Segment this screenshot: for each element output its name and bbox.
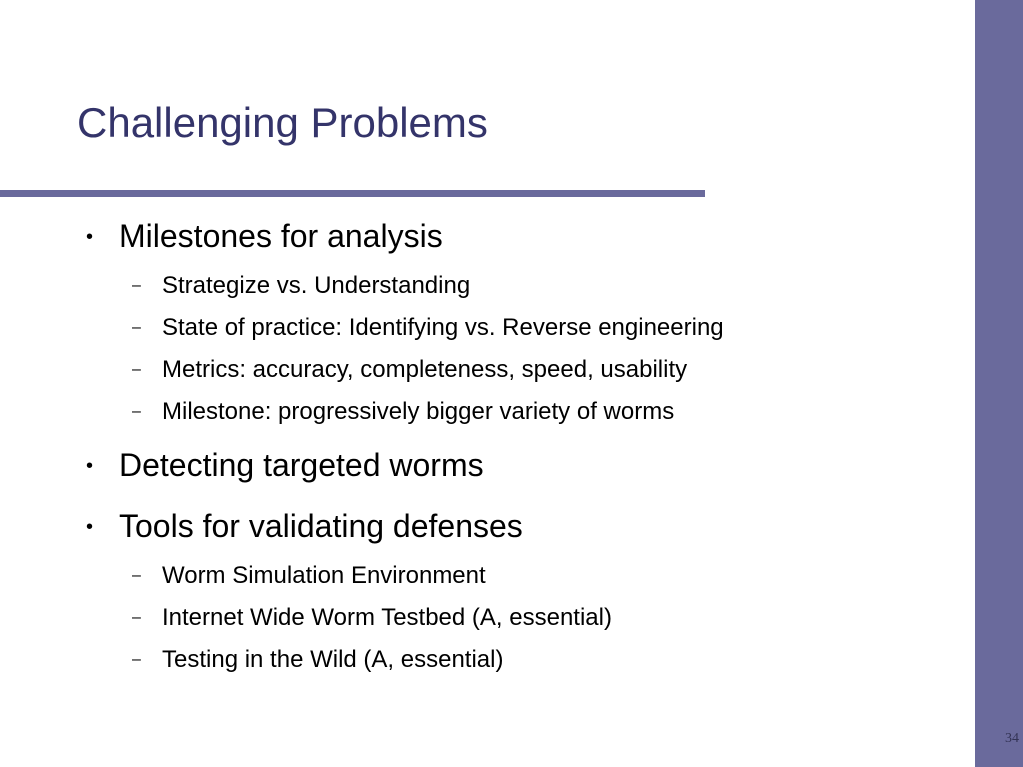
bullet-item	[86, 449, 484, 481]
sub-bullet-marker: –	[132, 651, 141, 668]
sub-bullet-item	[132, 400, 674, 424]
sub-bullet-marker: –	[132, 319, 141, 336]
bullet-text: Tools for validating defenses	[119, 508, 523, 544]
page-number: 34	[1005, 731, 1019, 746]
sub-bullet-item	[132, 564, 486, 588]
sub-bullet-text: Worm Simulation Environment	[162, 562, 486, 589]
sub-bullet-item	[132, 606, 612, 630]
sub-bullet-item	[132, 274, 470, 298]
sub-bullet-item	[132, 358, 687, 382]
bullet-item	[86, 510, 523, 542]
sub-bullet-marker: –	[132, 403, 141, 420]
sub-bullet-text: Testing in the Wild (A, essential)	[162, 646, 504, 673]
slide-title: Challenging Problems	[77, 99, 488, 146]
sub-bullet-marker: –	[132, 567, 141, 584]
sub-bullet-marker: –	[132, 609, 141, 626]
sub-bullet-item	[132, 316, 724, 340]
sub-bullet-text: Internet Wide Worm Testbed (A, essential)	[162, 604, 612, 631]
bullet-text: Milestones for analysis	[119, 218, 443, 254]
bullet-marker: •	[86, 516, 94, 538]
right-accent-bar	[975, 0, 1023, 767]
bullet-marker: •	[86, 226, 94, 248]
bullet-item	[86, 220, 443, 252]
bullet-text: Detecting targeted worms	[119, 447, 484, 483]
sub-bullet-marker: –	[132, 277, 141, 294]
bullet-marker: •	[86, 455, 94, 477]
sub-bullet-text: State of practice: Identifying vs. Reverse engineering	[162, 314, 724, 341]
sub-bullet-item	[132, 648, 503, 672]
sub-bullet-text: Milestone: progressively bigger variety of worms	[162, 398, 675, 425]
sub-bullet-marker: –	[132, 361, 141, 378]
sub-bullet-text: Metrics: accuracy, completeness, speed, usability	[162, 356, 688, 383]
sub-bullet-text: Strategize vs. Understanding	[162, 272, 471, 299]
